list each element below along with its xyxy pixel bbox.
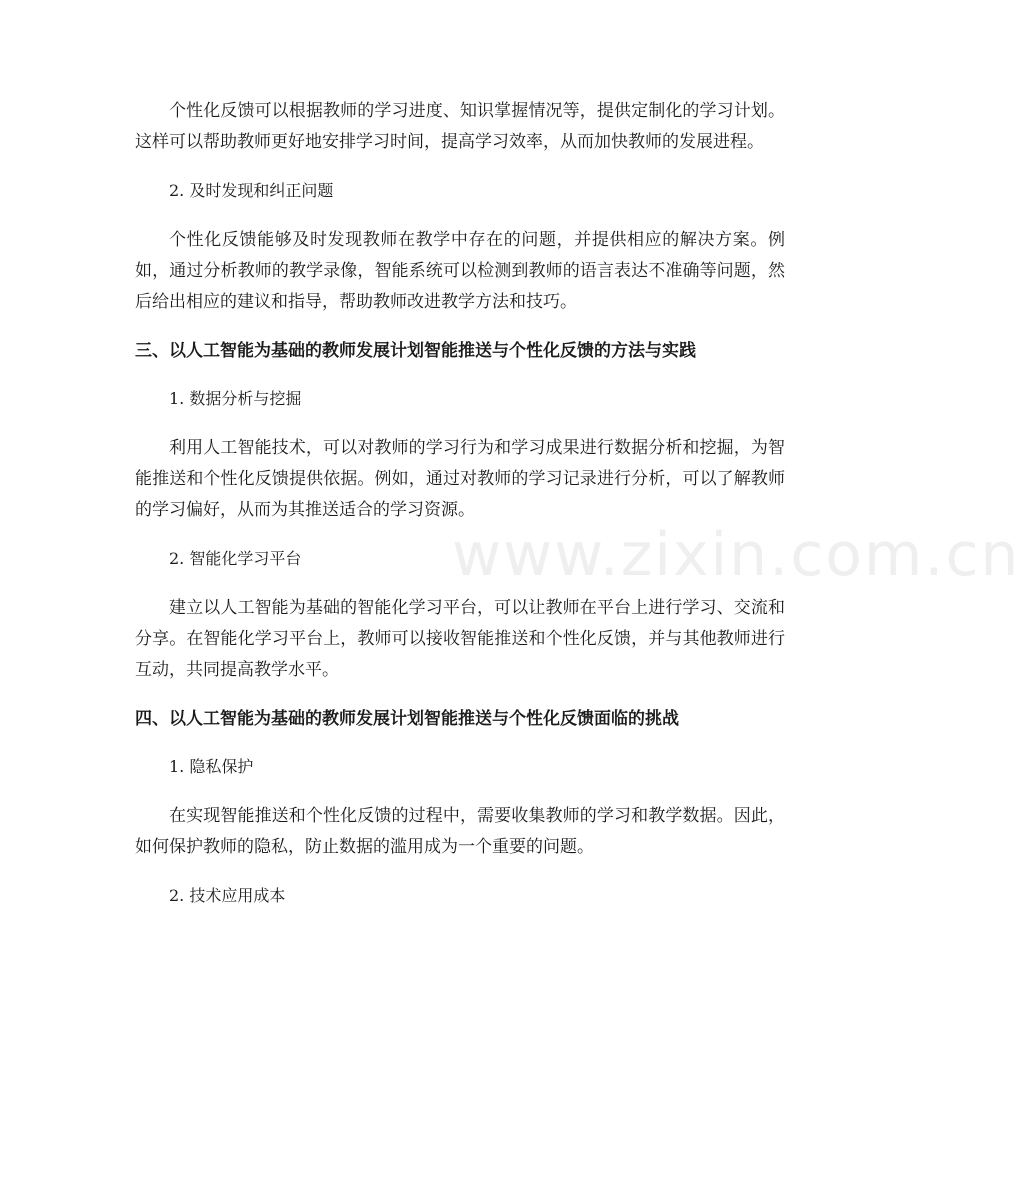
paragraph: 利用人工智能技术，可以对教师的学习行为和学习成果进行数据分析和挖掘，为智能推送和个性化反馈提供依据。例如，通过对教师的学习记录进行分析，可以了解教师的学习偏好，从而为其推送适合的学习资源。	[135, 438, 785, 520]
subsection-title: 1. 数据分析与挖掘	[169, 389, 302, 408]
paragraph: 在实现智能推送和个性化反馈的过程中，需要收集教师的学习和教学数据。因此，如何保护教师的隐私，防止数据的滥用成为一个重要的问题。	[135, 806, 785, 857]
subsection-title: 2. 技术应用成本	[169, 886, 286, 905]
subsection-title: 2. 及时发现和纠正问题	[169, 181, 334, 200]
paragraph: 个性化反馈可以根据教师的学习进度、知识掌握情况等，提供定制化的学习计划。这样可以帮助教师更好地安排学习时间，提高学习效率，从而加快教师的发展进程。	[135, 101, 785, 152]
section-heading: 三、以人工智能为基础的教师发展计划智能推送与个性化反馈的方法与实践	[135, 341, 696, 361]
watermark: www.zixin.com.cn	[452, 520, 1020, 590]
paragraph: 个性化反馈能够及时发现教师在教学中存在的问题，并提供相应的解决方案。例如，通过分析教师的教学录像，智能系统可以检测到教师的语言表达不准确等问题，然后给出相应的建议和指导，帮助教师改进教学方法和技巧。	[135, 230, 785, 312]
subsection-title: 2. 智能化学习平台	[169, 549, 302, 568]
paragraph: 建立以人工智能为基础的智能化学习平台，可以让教师在平台上进行学习、交流和分享。在智能化学习平台上，教师可以接收智能推送和个性化反馈，并与其他教师进行互动，共同提高教学水平。	[135, 598, 785, 680]
subsection-title: 1. 隐私保护	[169, 757, 254, 776]
section-heading: 四、以人工智能为基础的教师发展计划智能推送与个性化反馈面临的挑战	[135, 709, 679, 729]
document-page	[135, 96, 785, 930]
